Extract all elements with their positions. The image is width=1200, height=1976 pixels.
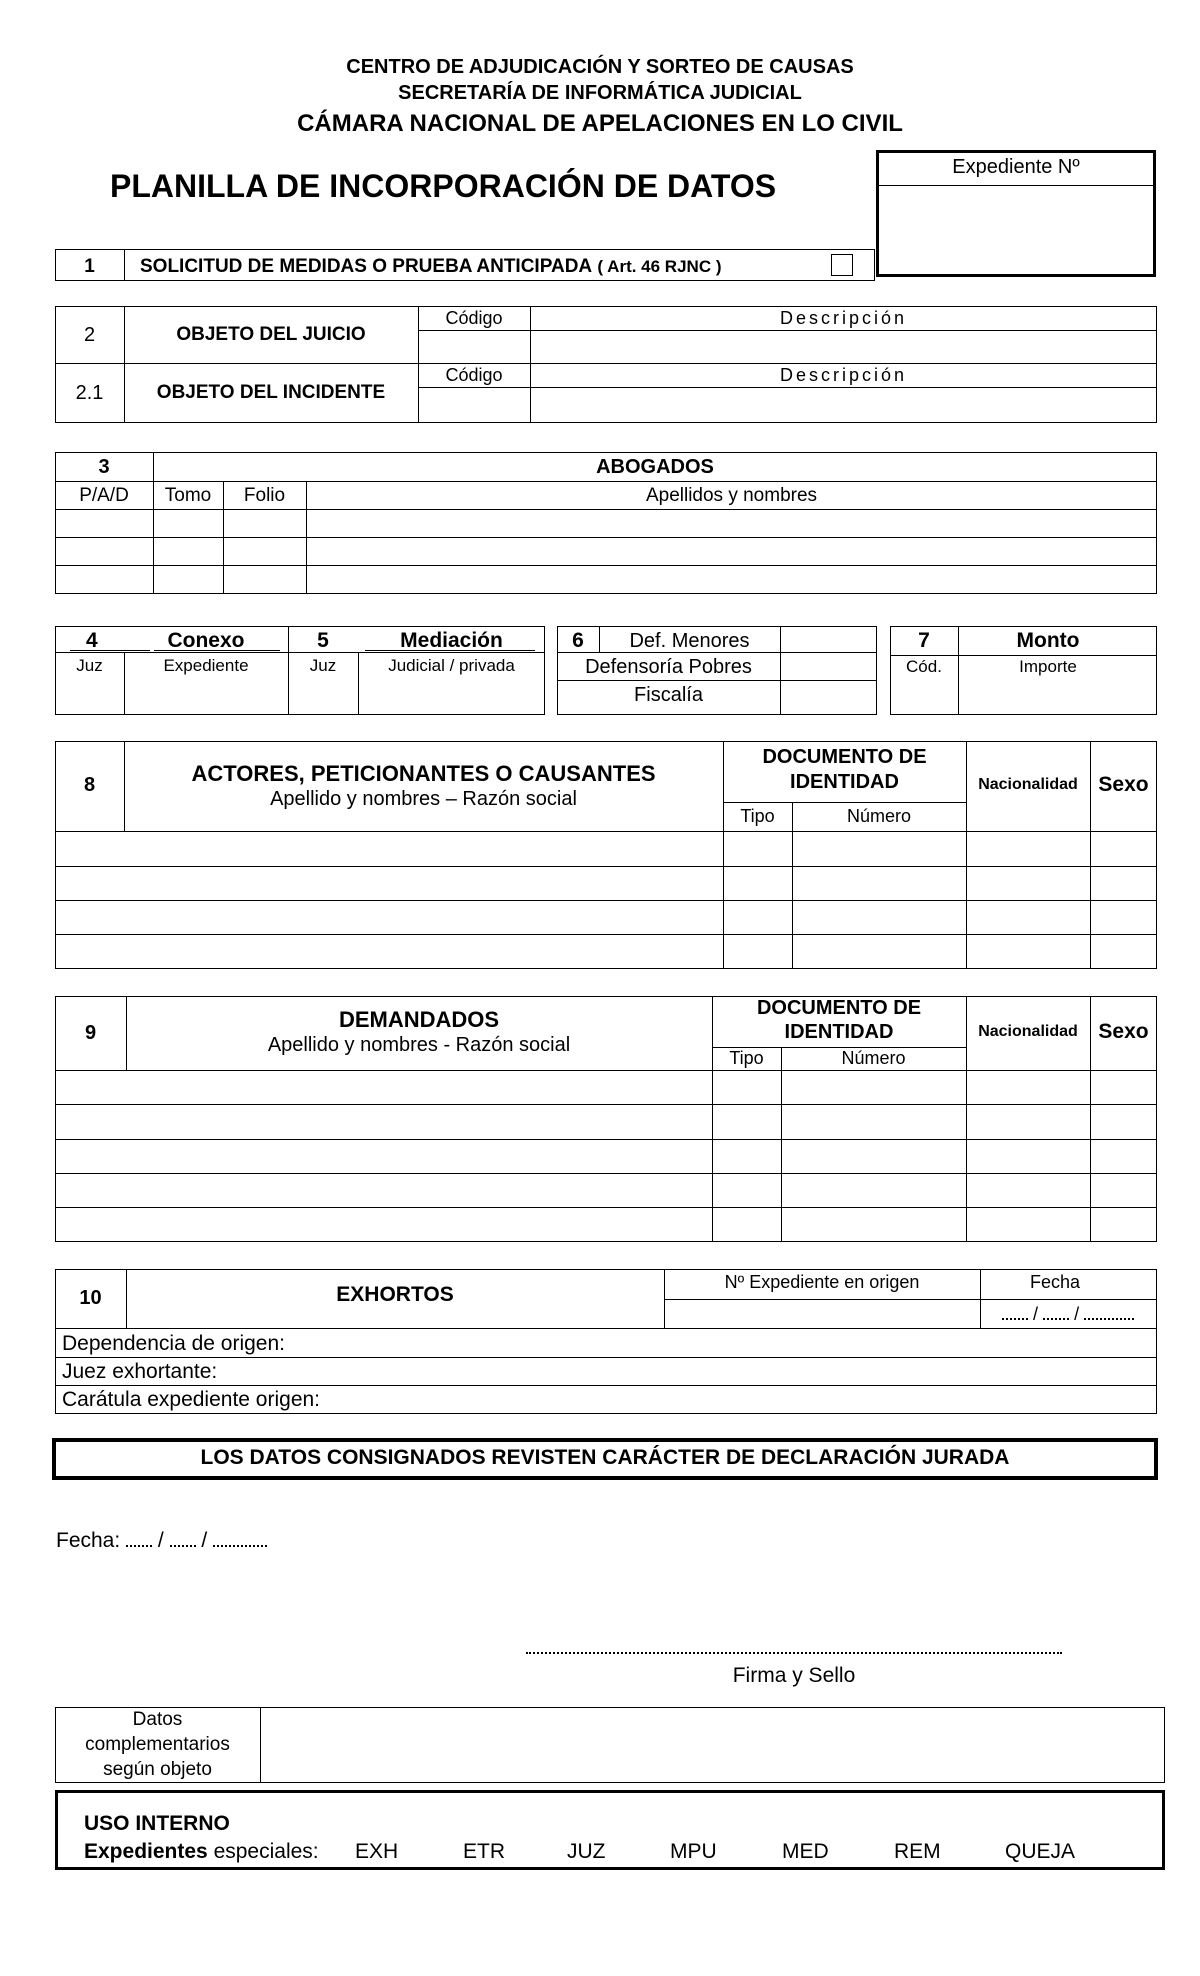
datos-complementarios-divider [260,1707,261,1783]
section-10-expediente-origen-field[interactable] [666,1301,979,1327]
section-10-col-expediente-origen: Nº Expediente en origen [724,1272,920,1292]
section-8-row-divider-2 [55,900,1157,901]
section-9-number: 9 [84,1022,97,1044]
section-21-header-divider [418,387,1157,388]
section-8-row-2[interactable] [57,868,1155,899]
section-8-doc-title-1: DOCUMENTO DE [762,746,927,768]
section-9-col-numero: Número [841,1048,906,1068]
section-21-codigo-field[interactable] [420,389,529,421]
section-21-codigo-header: Código [445,365,503,385]
section-1-label [140,256,721,278]
firma-line[interactable] [526,1650,1062,1654]
section-3-number: 3 [98,456,110,478]
section-7-cod-field[interactable] [892,680,957,713]
section-9-row-4[interactable] [57,1175,1155,1206]
section-9-col-tipo: Tipo [729,1048,764,1068]
section-8-row-1[interactable] [57,833,1155,865]
section-7-col-importe: Importe [1019,657,1077,676]
section-4-title: Conexo [167,629,245,652]
section-1-article: ( Art. 46 RJNC ) [597,257,722,276]
fecha-year-dots [213,1543,267,1547]
uso-interno-code-queja[interactable]: QUEJA [1005,1840,1076,1863]
datos-complementarios-line-1: Datos [132,1709,183,1730]
datos-complementarios-line-2: complementarios [85,1734,230,1755]
section-10-title: EXHORTOS [336,1283,454,1306]
section-7-importe-field[interactable] [960,680,1155,713]
section-10-fecha-field[interactable] [1002,1304,1134,1325]
section-10-number: 10 [79,1287,102,1309]
section-10-dependencia-label: Dependencia de origen: [62,1332,286,1355]
section-9-row-5[interactable] [57,1209,1155,1240]
section-3-row-divider-2 [55,565,1157,566]
section-21-number: 2.1 [75,382,104,404]
uso-interno-expedientes-label [84,1840,319,1864]
section-3-row-1[interactable] [57,511,1155,536]
section-21-descripcion-field[interactable] [532,389,1156,421]
section-6-def-menores-field[interactable] [782,628,875,651]
section-4-col-expediente: Expediente [163,656,249,675]
section-3-col-folio: Folio [243,485,286,506]
section-8-title: ACTORES, PETICIONANTES O CAUSANTES [191,761,656,786]
section-5-title: Mediación [400,629,503,652]
section-21-descripcion-header: Descripción [779,365,908,385]
section-5-col-juz: Juz [309,656,337,675]
section-7-header-divider [890,655,1157,656]
section-6-fiscalia-field[interactable] [782,682,875,713]
section-7-col-cod: Cód. [906,657,942,676]
section-2-codigo-header: Código [445,308,503,328]
section-7-number: 7 [918,629,930,652]
section-6-check-divider [780,626,781,715]
section-6-defensoria-pobres: Defensoría Pobres [585,656,752,678]
section-10-fecha-sep-2: / [1074,1304,1080,1324]
section-10-caratula-field[interactable] [360,1387,1155,1412]
section-4-number: 4 [86,629,98,652]
section-8-row-4[interactable] [57,936,1155,967]
section-6-def-menores: Def. Menores [629,630,750,652]
uso-interno-code-med[interactable]: MED [782,1840,829,1863]
uso-interno-code-etr[interactable]: ETR [463,1840,505,1863]
section-5-judicial-field[interactable] [360,680,544,713]
section-9-row-2[interactable] [57,1106,1155,1138]
section-10-fecha-day-dots [1002,1316,1028,1320]
section-2-descripcion-header: Descripción [779,308,908,328]
section-8-col-tipo: Tipo [740,806,775,826]
section-8-col-nacionalidad: Nacionalidad [978,776,1078,793]
section-9-subtitle: Apellido y nombres - Razón social [267,1034,571,1056]
section-9-doc-title-2: IDENTIDAD [784,1021,894,1043]
section-9-row-divider-3 [55,1173,1157,1174]
section-6-fiscalia: Fiscalía [634,684,703,706]
section-3-col-pad: P/A/D [79,485,129,506]
section-3-header-divider [55,509,1157,510]
header-line-1: CENTRO DE ADJUDICACIÓN Y SORTEO DE CAUSAS [346,56,854,78]
section-1-divider [124,249,125,281]
expediente-divider [879,185,1153,186]
section-5-number: 5 [317,629,329,652]
section-4-expediente-field[interactable] [126,680,287,713]
expediente-label: Expediente Nº [952,156,1080,178]
section-6-number: 6 [572,629,584,652]
section-8-doc-title-2: IDENTIDAD [790,771,899,793]
section-2-codigo-field[interactable] [420,332,529,362]
section-3-row-divider-1 [55,537,1157,538]
section-3-title-divider [55,481,1157,482]
firma-label: Firma y Sello [732,1664,856,1687]
section-21-label: OBJETO DEL INCIDENTE [156,382,386,403]
fecha-label: Fecha: [56,1529,121,1552]
section-9-col-nacionalidad: Nacionalidad [978,1023,1078,1040]
section-3-row-2[interactable] [57,539,1155,564]
section-8-header-bottom [55,831,1157,832]
section-10-caratula-label: Carátula expediente origen: [62,1388,321,1411]
uso-interno-expedientes-rest: especiales: [213,1840,319,1863]
section-4-juz-field[interactable] [57,680,123,713]
section-5-juz-field[interactable] [290,680,357,713]
section-8-doc-subheader-divider [723,802,966,803]
section-4-col-juz: Juz [76,656,103,675]
datos-complementarios-field[interactable] [262,1709,1163,1781]
uso-interno-code-mpu[interactable]: MPU [670,1840,717,1863]
fecha-sep-1: / [157,1529,164,1552]
section-10-fecha-month-dots [1043,1316,1069,1320]
section-9-col-sexo: Sexo [1098,1020,1149,1043]
section-2-label: OBJETO DEL JUICIO [176,324,366,345]
section-10-row-divider-2 [55,1385,1157,1386]
section-8-subtitle: Apellido y nombres – Razón social [270,788,577,810]
section-10-fecha-year-dots [1084,1316,1134,1320]
section-10-row-divider-1 [55,1357,1157,1358]
uso-interno-code-juz[interactable]: JUZ [567,1840,606,1863]
section-2-row-divider [55,363,1157,364]
section-2-number: 2 [83,324,96,346]
section-3-col-tomo: Tomo [164,485,212,506]
section-8-row-divider-3 [55,934,1157,935]
section-2-descripcion-field[interactable] [532,332,1156,362]
section-10-juez-label: Juez exhortante: [62,1360,218,1383]
section-9-row-1[interactable] [57,1072,1155,1103]
header-line-3: CÁMARA NACIONAL DE APELACIONES EN LO CIVIL [297,110,903,137]
section-10-dependencia-field[interactable] [320,1330,1155,1356]
section-7-title: Monto [1016,629,1080,652]
fecha-day-dots [126,1543,152,1547]
section-10-subheader-divider [664,1299,1157,1300]
section-9-doc-title-1: DOCUMENTO DE [756,997,922,1019]
section-1-checkbox[interactable] [831,254,853,276]
section-9-header-bottom [55,1070,1157,1071]
section-10-header-bottom [55,1328,1157,1329]
datos-complementarios-line-3: según objeto [103,1759,212,1780]
uso-interno-code-rem[interactable]: REM [894,1840,941,1863]
section-3-row-3[interactable] [57,567,1155,592]
section-9-row-3[interactable] [57,1141,1155,1172]
section-9-row-divider-2 [55,1139,1157,1140]
section-9-row-divider-1 [55,1104,1157,1105]
section-6-defensoria-field[interactable] [782,654,875,679]
section-3-title: ABOGADOS [596,456,714,478]
section-10-juez-field[interactable] [245,1359,1155,1384]
header-line-2: SECRETARÍA DE INFORMÁTICA JUDICIAL [398,82,802,104]
fecha-field[interactable] [56,1529,267,1553]
uso-interno-title: USO INTERNO [84,1812,230,1835]
section-8-col-sexo: Sexo [1098,773,1149,796]
section-8-row-divider-1 [55,866,1157,867]
section-2-header-divider [418,330,1157,331]
fecha-sep-2: / [201,1529,208,1552]
declaration-text: LOS DATOS CONSIGNADOS REVISTEN CARÁCTER DE DECLARACIÓN JURADA [200,1446,1010,1469]
section-5-col-judicial: Judicial / privada [388,656,515,675]
form-title: PLANILLA DE INCORPORACIÓN DE DATOS [110,168,777,204]
fecha-month-dots [170,1543,196,1547]
section-8-number: 8 [83,774,96,796]
section-8-row-3[interactable] [57,902,1155,933]
section-6-row-divider-2 [557,680,877,681]
section-10-col-fecha: Fecha [1029,1272,1081,1292]
uso-interno-expedientes-bold: Expedientes [84,1840,208,1863]
section-1-label-text: SOLICITUD DE MEDIDAS O PRUEBA ANTICIPADA [140,256,593,277]
uso-interno-code-exh[interactable]: EXH [355,1840,399,1863]
section-8-col-numero: Número [846,806,912,826]
section-3-col-apellidos: Apellidos y nombres [645,485,818,506]
section-9-title: DEMANDADOS [338,1007,500,1032]
section-9-row-divider-4 [55,1207,1157,1208]
section-10-fecha-sep-1: / [1033,1304,1039,1324]
section-1-number: 1 [84,256,95,277]
